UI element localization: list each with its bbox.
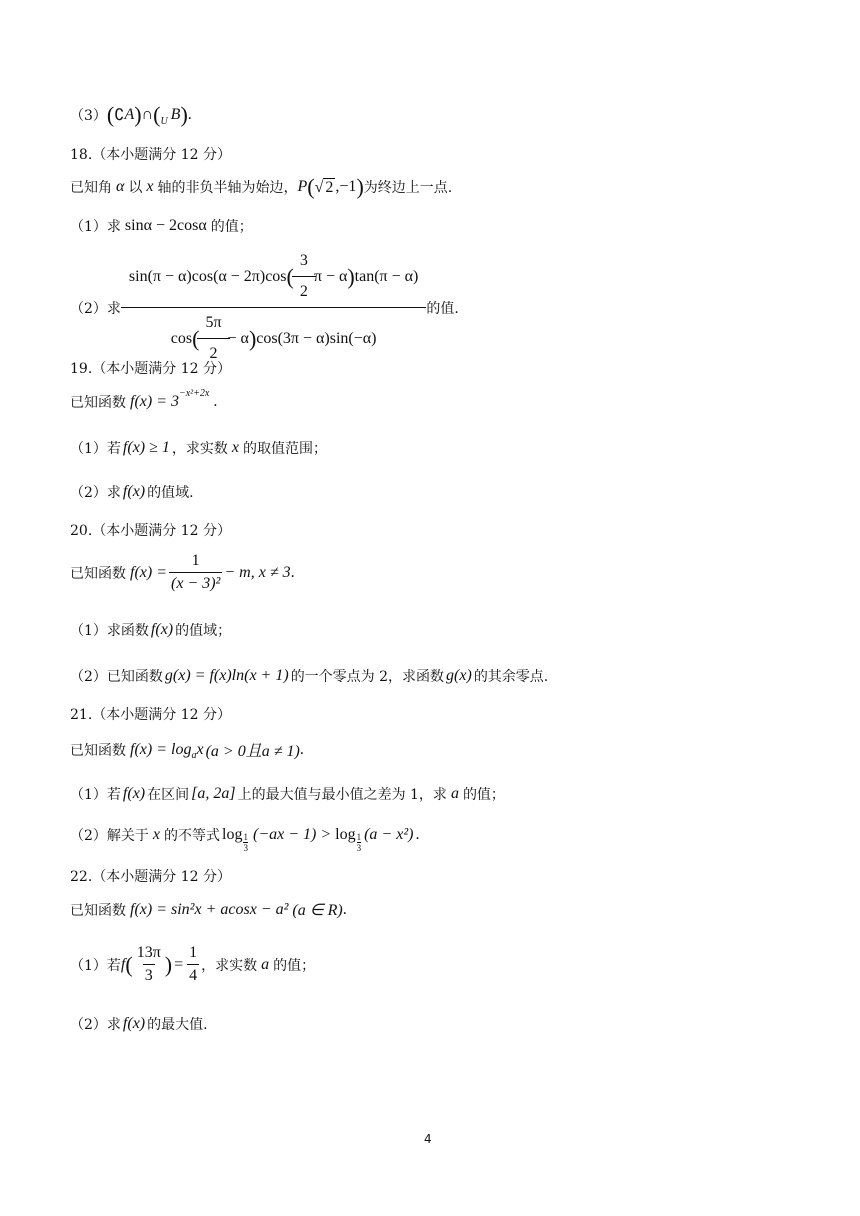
expr: f(x) = log xyxy=(130,740,192,758)
q19-part2 xyxy=(70,482,194,502)
fraction: $\frac{13\pi}{3}$ xyxy=(136,944,161,984)
exponent: −x²+2x xyxy=(179,387,210,399)
fraction: $\frac{1}{\text{(x − 3)²}}$ xyxy=(171,552,221,592)
q19-part1 xyxy=(70,438,327,458)
text: 的值. xyxy=(426,300,459,317)
interval: [a, 2a] xyxy=(191,785,236,802)
point-coords: ,−1 xyxy=(335,178,357,195)
text: 的值域； xyxy=(175,623,232,639)
text: 的值域. xyxy=(147,485,194,501)
text: 已知函数 xyxy=(70,395,126,411)
log-base-fraction: 1 3 xyxy=(356,832,362,853)
q20-part2 xyxy=(70,666,548,686)
text: 以 xyxy=(128,180,143,196)
expr: g(x) xyxy=(446,667,472,684)
den-part-b: − α xyxy=(227,329,249,347)
q19-header: 19.（本小题满分 12 分） xyxy=(70,361,231,377)
expr: (a − x²) xyxy=(364,825,414,843)
sqrt-2: √ 2 xyxy=(314,178,334,196)
text: 为终边上一点. xyxy=(363,180,453,196)
paren: ( xyxy=(307,174,315,199)
q21-part1 xyxy=(70,784,505,804)
num-part-c: tan(π − α) xyxy=(354,267,419,285)
expr: f(x) = 3 xyxy=(130,393,179,410)
text: 的最大值. xyxy=(147,1017,208,1033)
a-var: a xyxy=(450,785,459,802)
alpha: α xyxy=(116,178,125,195)
log: log xyxy=(222,825,243,843)
q22-stem xyxy=(70,900,347,920)
text: ，求实数 xyxy=(201,957,258,974)
fraction: $\frac{1}{4}$ xyxy=(189,944,198,984)
label: （2）求 xyxy=(70,300,121,317)
expr: x xyxy=(196,740,204,758)
label: （1）若 xyxy=(70,441,121,457)
expr: f(x) xyxy=(122,1015,146,1032)
expr: f(x) = xyxy=(130,563,167,581)
text: 已知角 xyxy=(70,180,112,196)
q22-part1: （1）若 f ( $\frac{13\pi}{3}$ ) = $\frac{1}{4}$ ，求实数 a 的值； xyxy=(70,944,316,984)
text: 轴的非负半轴为始边， xyxy=(157,180,298,196)
text: 的不等式 xyxy=(164,827,221,844)
expr: g(x) = f(x)ln(x + 1) xyxy=(164,667,289,684)
num-part-a: sin(π − α)cos(α − 2π)cos xyxy=(128,267,287,285)
label: （3） xyxy=(70,108,107,124)
q18-stem xyxy=(70,176,452,198)
text: 上的最大值与最小值之差为 1，求 xyxy=(237,787,447,803)
big-fraction: sin(π − α)cos(α − 2π)cos ( $\frac{3}{2}$ π − α ) tan(π − α) cos ( $\frac{5\pi}{2}$ − α ) cos(3π − α)sin(−α) xyxy=(125,252,422,363)
condition: (a > 0且a ≠ 1) xyxy=(205,743,300,760)
text: 已知函数 xyxy=(70,903,126,919)
period: . xyxy=(187,106,192,123)
q18-part1 xyxy=(70,216,253,236)
set-b: B xyxy=(170,106,181,123)
label: （1）求函数 xyxy=(70,623,149,639)
period: . xyxy=(415,825,420,843)
x-var: x xyxy=(231,439,240,456)
text: 在区间 xyxy=(147,787,190,803)
complement-symbol: ∁ xyxy=(114,107,125,124)
period: . xyxy=(213,393,218,410)
label: （2）求 xyxy=(70,485,121,501)
period: . xyxy=(290,563,295,581)
f: f xyxy=(120,955,126,973)
num-part-b: π − α xyxy=(313,267,348,285)
label: （2）求 xyxy=(70,1017,121,1033)
q17-part3 xyxy=(70,104,192,126)
q21-header: 21.（本小题满分 12 分） xyxy=(70,707,231,723)
expr: f(x) ≥ 1 xyxy=(122,439,170,456)
text: ，求实数 xyxy=(171,441,228,457)
q20-stem xyxy=(70,552,295,593)
expr: f(x) xyxy=(150,621,174,638)
den-part-a: cos xyxy=(170,329,193,347)
text: 的值； xyxy=(210,219,253,235)
condition: (a ∈ R) xyxy=(292,902,343,919)
x-var: x xyxy=(146,178,154,195)
label: （2）已知函数 xyxy=(70,669,163,685)
page-number: 4 xyxy=(424,1132,432,1146)
q20-header: 20.（本小题满分 12 分） xyxy=(70,523,231,539)
period: . xyxy=(299,740,304,758)
q20-part1 xyxy=(70,620,231,640)
q22-part2 xyxy=(70,1014,208,1034)
expr: sinα − 2cosα xyxy=(124,217,207,234)
point-p: P xyxy=(297,178,308,195)
text: 的值； xyxy=(462,787,505,803)
paren: ) xyxy=(134,102,142,127)
label: （1）求 xyxy=(70,219,121,235)
text: 的一个零点为 2，求函数 xyxy=(290,669,445,685)
q18-header: 18.（本小题满分 12 分） xyxy=(70,147,231,163)
expr-tail: − m, x ≠ 3 xyxy=(224,563,291,581)
q21-stem xyxy=(70,738,304,761)
text: 已知函数 xyxy=(70,565,126,582)
q19-stem xyxy=(70,387,218,412)
paren: ) xyxy=(356,174,364,199)
expr: f(x) xyxy=(122,483,146,500)
expr: (−ax − 1) > xyxy=(252,825,332,843)
paren: ( xyxy=(153,102,161,127)
a-var: a xyxy=(261,955,270,973)
label: （1）若 xyxy=(70,787,121,803)
paren: ( xyxy=(106,102,115,127)
q22-header: 22.（本小题满分 12 分） xyxy=(70,869,231,885)
text: 的取值范围； xyxy=(243,441,328,457)
text: 已知函数 xyxy=(70,742,126,759)
x-var: x xyxy=(152,825,161,843)
text: 的值； xyxy=(273,957,316,974)
label: （1）若 xyxy=(70,957,121,974)
universe-subscript: U xyxy=(160,115,168,127)
log-base: a xyxy=(191,750,197,761)
q21-part2 xyxy=(70,824,420,853)
log: log xyxy=(335,825,356,843)
set-a: A xyxy=(124,106,135,123)
paren: ) xyxy=(180,102,188,127)
expr: f(x) xyxy=(122,785,146,802)
label: （2）解关于 xyxy=(70,827,149,844)
text: 的其余零点. xyxy=(473,669,549,685)
expr: f(x) = sin²x + acosx − a² xyxy=(130,901,289,918)
q18-part2 xyxy=(70,252,459,363)
equals: = xyxy=(174,955,184,973)
cap-symbol: ∩ xyxy=(141,106,154,123)
period: . xyxy=(342,901,347,918)
den-part-c: cos(3π − α)sin(−α) xyxy=(256,329,377,347)
log-base-fraction: 1 3 xyxy=(243,832,248,853)
